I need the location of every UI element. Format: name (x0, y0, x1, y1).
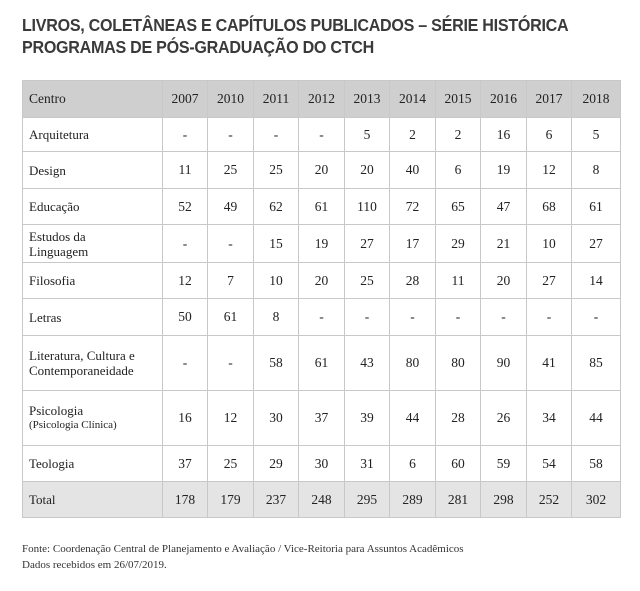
row-label-line: Estudos da (29, 228, 86, 244)
table-cell: - (572, 299, 621, 336)
table-cell: 10 (527, 225, 572, 263)
table-cell: 37 (163, 446, 208, 482)
table-cell: 30 (254, 391, 299, 446)
table-cell: 61 (208, 299, 254, 336)
total-row (23, 482, 621, 518)
table-cell: 11 (436, 263, 481, 299)
total-cell: 281 (436, 482, 481, 518)
row-label (23, 391, 163, 446)
table-cell: 80 (390, 336, 436, 391)
table-cell: 26 (481, 391, 527, 446)
total-cell: 178 (163, 482, 208, 518)
total-cell: 289 (390, 482, 436, 518)
row-label-line: Psicologia (29, 403, 84, 418)
table-row (23, 391, 621, 446)
table-cell: 44 (572, 391, 621, 446)
table-cell: - (163, 336, 208, 391)
table-cell: 30 (299, 446, 345, 482)
table-cell: 37 (299, 391, 345, 446)
table-cell: 25 (208, 446, 254, 482)
table-cell: 5 (345, 118, 390, 152)
table-cell: 25 (254, 152, 299, 189)
table-cell: 52 (163, 189, 208, 225)
table-cell: 2 (436, 118, 481, 152)
table-cell: - (390, 299, 436, 336)
table-cell: 110 (345, 189, 390, 225)
table-cell: 60 (436, 446, 481, 482)
table-cell: 5 (572, 118, 621, 152)
table-row (23, 336, 621, 391)
table-cell: - (208, 336, 254, 391)
table-row (23, 299, 621, 336)
table-cell: 20 (299, 263, 345, 299)
total-cell: 252 (527, 482, 572, 518)
table-cell: - (481, 299, 527, 336)
row-label: Arquitetura (23, 118, 163, 152)
table-cell: 61 (572, 189, 621, 225)
table-row (23, 118, 621, 152)
table-cell: 6 (436, 152, 481, 189)
table-cell: 39 (345, 391, 390, 446)
table-cell: 58 (572, 446, 621, 482)
table-cell: 61 (299, 189, 345, 225)
footnote (22, 541, 632, 573)
table-cell: 50 (163, 299, 208, 336)
row-label-line: Contemporaneidade (29, 363, 134, 378)
table-cell: 58 (254, 336, 299, 391)
table-cell: 40 (390, 152, 436, 189)
table-cell: 41 (527, 336, 572, 391)
total-cell: 248 (299, 482, 345, 518)
table-cell: 12 (208, 391, 254, 446)
table-cell: 34 (527, 391, 572, 446)
table-cell: 47 (481, 189, 527, 225)
table-cell: 25 (208, 152, 254, 189)
table-cell: - (254, 118, 299, 152)
table-cell: 59 (481, 446, 527, 482)
table-cell: 27 (527, 263, 572, 299)
table-cell: 49 (208, 189, 254, 225)
row-label: Filosofia (23, 263, 163, 299)
table-cell: 25 (345, 263, 390, 299)
table-row (23, 263, 621, 299)
column-header-year: 2014 (390, 81, 436, 118)
table-cell: - (299, 118, 345, 152)
table-cell: 11 (163, 152, 208, 189)
table-cell: 10 (254, 263, 299, 299)
table-cell: - (163, 118, 208, 152)
page-title (22, 14, 574, 58)
total-cell: 295 (345, 482, 390, 518)
table-cell: 19 (299, 225, 345, 263)
column-header-year: 2007 (163, 81, 208, 118)
total-cell: 179 (208, 482, 254, 518)
table-row (23, 189, 621, 225)
table-row (23, 446, 621, 482)
column-header-year: 2017 (527, 81, 572, 118)
table-cell: 7 (208, 263, 254, 299)
column-header-year: 2013 (345, 81, 390, 118)
total-cell: 302 (572, 482, 621, 518)
column-header-centro: Centro (23, 81, 163, 118)
row-label: Letras (23, 299, 163, 336)
table-cell: 85 (572, 336, 621, 391)
row-label (23, 336, 163, 391)
header-row (23, 81, 621, 118)
table-cell: 20 (345, 152, 390, 189)
table-cell: - (345, 299, 390, 336)
footnote-source: Fonte: Coordenação Central de Planejamento e Avaliação / Vice-Reitoria para Assuntos Acadêmicos (22, 543, 464, 555)
table-cell: 16 (163, 391, 208, 446)
table-cell: 20 (299, 152, 345, 189)
table-cell: 20 (481, 263, 527, 299)
total-label: Total (23, 482, 163, 518)
row-label: Design (23, 152, 163, 189)
table-cell: 27 (572, 225, 621, 263)
table-cell: 28 (436, 391, 481, 446)
row-label-line: (Psicologia Clínica) (29, 419, 117, 431)
row-label (23, 225, 163, 263)
table-cell: 6 (390, 446, 436, 482)
table-cell: 17 (390, 225, 436, 263)
column-header-year: 2016 (481, 81, 527, 118)
table-row (23, 225, 621, 263)
column-header-year: 2010 (208, 81, 254, 118)
table-cell: 6 (527, 118, 572, 152)
table-cell: - (436, 299, 481, 336)
table-cell: 19 (481, 152, 527, 189)
table-cell: 44 (390, 391, 436, 446)
row-label: Educação (23, 189, 163, 225)
table-cell: 31 (345, 446, 390, 482)
table-row (23, 152, 621, 189)
row-label-line: Literatura, Cultura e (29, 348, 135, 363)
column-header-year: 2015 (436, 81, 481, 118)
table-cell: 2 (390, 118, 436, 152)
table-cell: 54 (527, 446, 572, 482)
table-cell: 61 (299, 336, 345, 391)
column-header-year: 2012 (299, 81, 345, 118)
table-cell: 62 (254, 189, 299, 225)
title-line-2: PROGRAMAS DE PÓS-GRADUAÇÃO DO CTCH (22, 37, 374, 57)
title-line-1: LIVROS, COLETÂNEAS E CAPÍTULOS PUBLICADOS – SÉRIE HISTÓRICA (22, 15, 569, 35)
footnote-date: Dados recebidos em 26/07/2019. (22, 559, 167, 571)
table-cell: 8 (254, 299, 299, 336)
table-cell: - (208, 225, 254, 263)
table-cell: 90 (481, 336, 527, 391)
table-cell: - (208, 118, 254, 152)
table-cell: 65 (436, 189, 481, 225)
table-cell: 16 (481, 118, 527, 152)
table-cell: 43 (345, 336, 390, 391)
table-cell: 29 (436, 225, 481, 263)
table-cell: - (163, 225, 208, 263)
row-label: Teologia (23, 446, 163, 482)
publications-table (22, 80, 621, 518)
column-header-year: 2011 (254, 81, 299, 118)
table-cell: 8 (572, 152, 621, 189)
table-cell: 15 (254, 225, 299, 263)
table-cell: 12 (527, 152, 572, 189)
table-cell: - (299, 299, 345, 336)
table-cell: 80 (436, 336, 481, 391)
table-cell: 72 (390, 189, 436, 225)
total-cell: 237 (254, 482, 299, 518)
total-cell: 298 (481, 482, 527, 518)
table-cell: 12 (163, 263, 208, 299)
table-cell: - (527, 299, 572, 336)
column-header-year: 2018 (572, 81, 621, 118)
table-cell: 29 (254, 446, 299, 482)
table-cell: 14 (572, 263, 621, 299)
row-label-line: Linguagem (29, 243, 89, 259)
table-cell: 68 (527, 189, 572, 225)
table-cell: 21 (481, 225, 527, 263)
table-cell: 27 (345, 225, 390, 263)
table-cell: 28 (390, 263, 436, 299)
